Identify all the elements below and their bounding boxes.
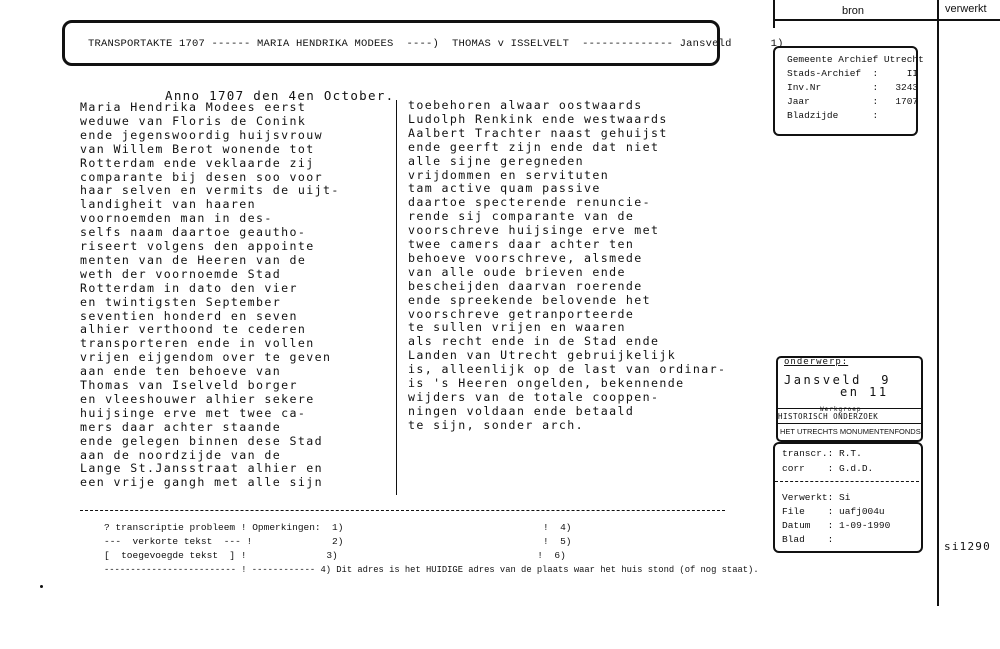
transcription-line: van alle oude brieven ende [408,264,626,279]
transcription-line: seventien honderd en seven [80,308,298,323]
transcription-line: Rotterdam in dato den vier [80,280,298,295]
bron-column-rule [773,0,775,28]
transcription-line: is 's Heeren ongelden, bekennende [408,376,685,390]
subject-label: onderwerp: [784,357,849,367]
transcription-line: en vleeshouwer alhier sekere [80,391,315,406]
transcription-line: rende sij comparante van de [408,209,635,224]
header-rule [773,19,1000,21]
verwerkt-column-rule [937,0,939,606]
archive-name: Gemeente Archief Utrecht [787,54,924,65]
bron-label: bron [842,5,865,17]
transcription-line: Rotterdam ende veklaarde zij [80,155,315,170]
processed-by: Verwerkt: Si [782,492,851,503]
transcription-line: wijders van de totale cooppen- [408,389,660,404]
transcription-line: selfs naam daartoe geautho- [80,225,307,240]
transcription-line: ende spreekende belovende het [408,292,652,307]
transcription-line: voorschreve huijsinge erve met [408,223,660,238]
sheet: Blad : [782,534,834,545]
notes-separator [80,510,725,511]
transcription-line: Maria Hendrika Modees eerst [80,100,307,114]
transcription-line: Thomas van Iselveld borger [80,378,298,392]
file-name: File : uafj004u [782,506,885,517]
transcription-line: twee camers daar achter ten [408,237,635,251]
werkgroep-name: HISTORISCH ONDERZOEK [778,412,879,421]
transcription-line: ningen voldaan ende betaald [408,403,635,418]
fund-name: HET UTRECHTS MONUMENTENFONDS [780,427,921,436]
stray-dot [40,585,43,588]
transcription-line: alle sijne geregneden [408,153,584,168]
transcription-line: vrijen eijgendom over te geven [80,350,332,365]
transcription-line: bescheijden daarvan roerende [408,278,643,293]
transcription-line: van Willem Berot wonende tot [80,141,315,156]
transcription-line: transporteren ende in vollen [80,336,315,351]
transcription-line: vrijdommen en servituten [408,167,610,182]
transcription-line: Lange St.Jansstraat alhier en [80,461,324,476]
transcription-line: aan ende ten behoeve van [80,364,282,379]
document-heading: Anno 1707 den 4en October. [165,88,395,103]
transcription-line: aan de noordzijde van de [80,447,282,462]
date: Datum : 1-09-1990 [782,520,891,531]
subject-separator-2 [776,423,921,424]
transcription-line: menten van de Heeren van de [80,252,307,267]
archive-inventory-number: Inv.Nr : 3243 [787,82,919,93]
transcription-line: behoeve voorschreve, alsmede [408,250,643,265]
transcription-line: en twintigsten September [80,294,282,309]
archive-box [773,46,924,136]
notes-line-4: ------------------------- ! ------------ 4) Dit adres is het HUIDIGE adres van de plaats waar het huis stond (of nog staat). [104,565,759,575]
notes-line-2: --- verkorte tekst --- ! 2) ! 5) [104,536,572,547]
transcription-line: weduwe van Floris de Conink [80,113,307,128]
transcription-line: mers daar achter staande [80,419,282,434]
notes-line-1: ? transcriptie probleem ! Opmerkingen: 1) ! 4) [104,522,572,533]
transcription-line: alhier verthoond te cederen [80,322,307,337]
column-divider [396,100,397,495]
transcription-line: landigheit van haaren [80,197,256,212]
transcription-line: haar selven en vermits de uijt- [80,183,340,198]
transcription-line: huijsinge erve met twee ca- [80,405,307,420]
transcription-line: ende geerft zijn ende dat niet [408,139,660,154]
transcriber: transcr.: R.T. [782,448,862,459]
archive-stadsarchief: Stads-Archief : II [787,68,919,79]
subject-number: en 11 [840,385,889,399]
transcription-line: riseert volgens den appointe [80,239,315,253]
subject-street: Jansveld 9 [784,373,891,387]
verwerkt-label: verwerkt [945,3,987,15]
transcription-line: weth der voornoemde Stad [80,266,282,281]
transcription-separator [775,481,919,482]
transcription-line: daartoe specterende renuncie- [408,195,652,210]
transcription-line: toebehoren alwaar oostwaards [408,98,643,112]
transcription-line: voornoemden man in des- [80,211,273,226]
transcription-line: Aalbert Trachter naast gehuijst [408,125,668,140]
transcription-line: ende jegenswoordig huijsvrouw [80,127,324,142]
transcription-line: te sullen vrijen en waaren [408,320,626,335]
transcription-line: voorschreve getranporteerde [408,306,635,321]
corrector: corr : G.d.D. [782,463,874,474]
transcription-line: een vrije gangh met alle sijn [80,475,324,490]
werkgroep-label: Werkgroep [820,406,862,413]
transcription-line: Ludolph Renkink ende westwaards [408,111,668,126]
transcription-line: Landen van Utrecht gebruijkelijk [408,348,677,363]
document-title-line: TRANSPORTAKTE 1707 ------ MARIA HENDRIKA MODEES ----) THOMAS v ISSELVELT -------------- Jansveld 1) [88,38,784,50]
notes-line-3: [ toegevoegde tekst ] ! 3) ! 6) [104,550,566,561]
transcription-line: comparante bij desen soo voor [80,169,324,184]
transcription-line: ende gelegen binnen dese Stad [80,433,324,448]
transcription-line: is, alleenlijk op de last van ordinar- [408,362,727,377]
archive-year: Jaar : 1707 [787,96,919,107]
reference-code: si1290 [944,540,991,553]
transcription-line: tam active quam passive [408,181,601,196]
transcription-line: te sijn, sonder arch. [408,417,584,432]
archive-page: Bladzijde : [787,110,879,121]
transcription-line: als recht ende in de Stad ende [408,334,660,349]
